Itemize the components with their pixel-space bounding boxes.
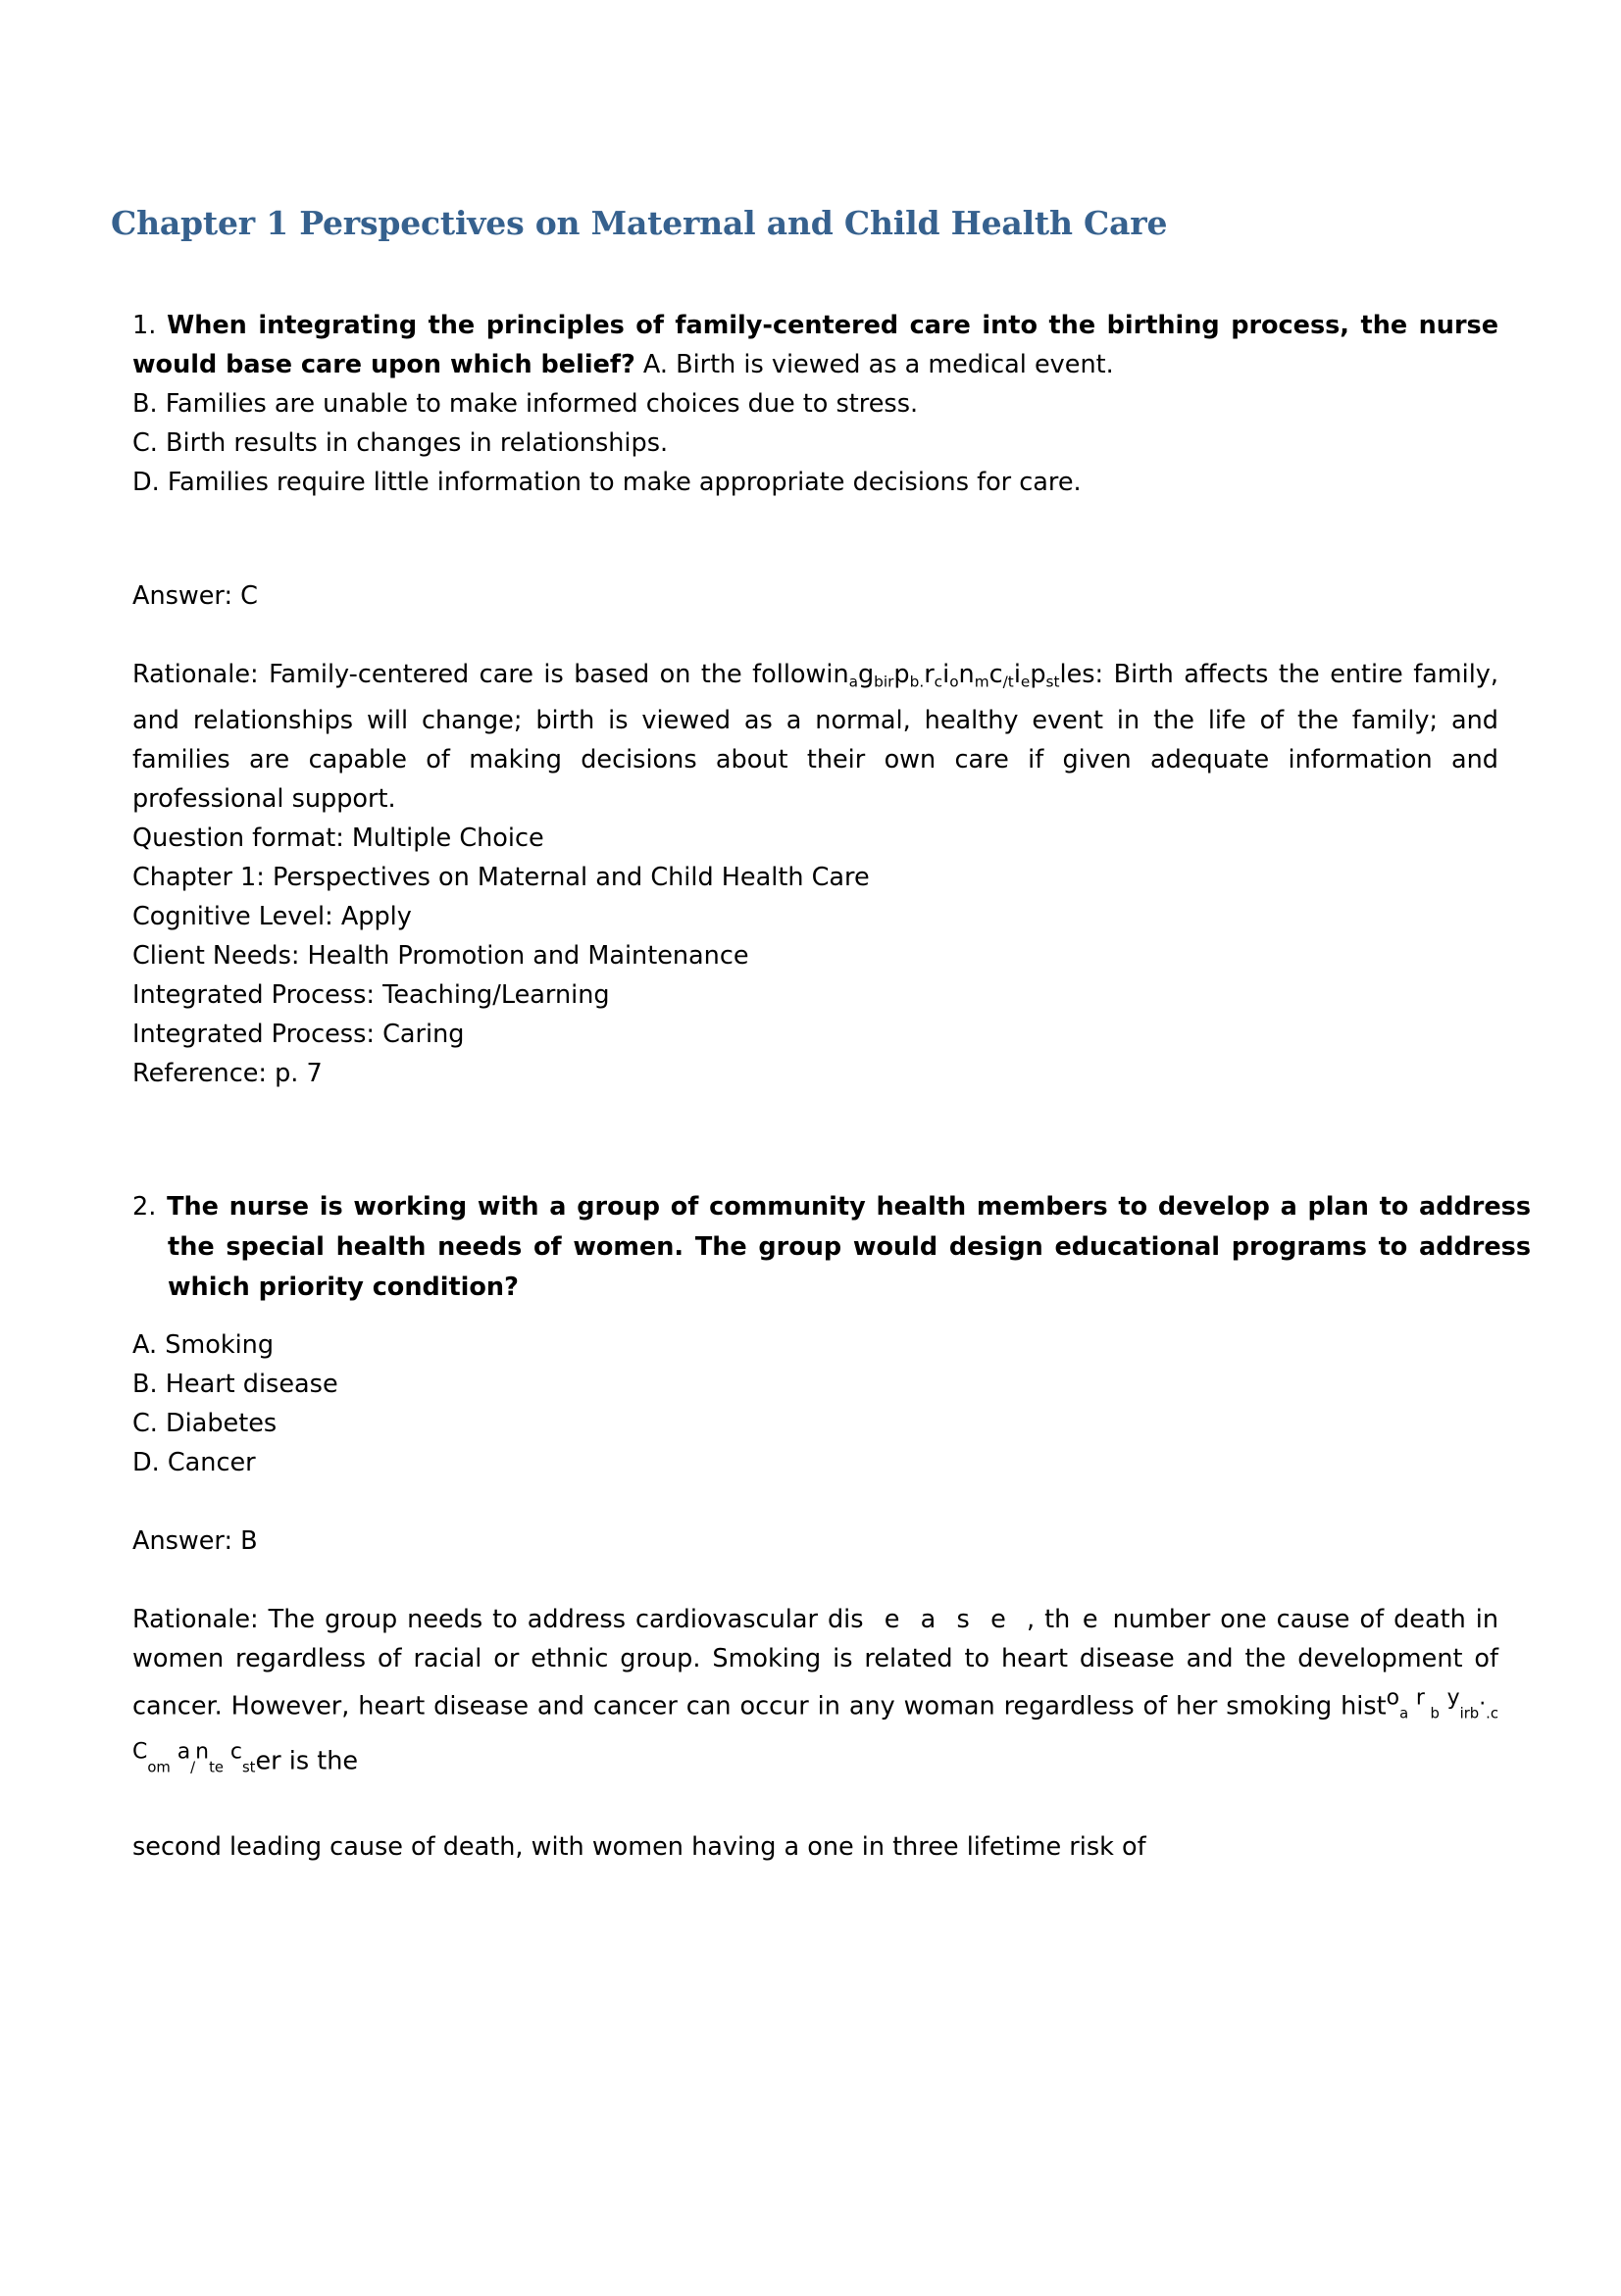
rationale-mid: , th	[1027, 1605, 1071, 1635]
question-1-number: 1.	[132, 310, 157, 340]
meta-reference: Reference: p. 7	[132, 1059, 323, 1089]
question-1-option-a: A. Birth is viewed as a medical event.	[642, 349, 1114, 379]
meta-question-format: Question format: Multiple Choice	[132, 824, 544, 854]
rationale-spaced-2: e	[1070, 1605, 1113, 1635]
question-2-option-b: B. Heart disease	[132, 1370, 338, 1400]
question-2-stem-text: The nurse is working with a group of community health members to develop a plan to address the special health needs of women. The group would design educational programs to address which priority condition?	[167, 1192, 1531, 1303]
question-1-stem	[132, 306, 1498, 384]
rationale-spaced-1: s e a s e	[850, 1605, 1027, 1635]
meta-chapter: Chapter 1: Perspectives on Maternal and Child Health Care	[132, 863, 870, 893]
spacer	[111, 1093, 1498, 1187]
watermark-artifact-1: agbirpb.rcionmc/tiepst	[848, 659, 1060, 691]
meta-integrated-process-teaching: Integrated Process: Teaching/Learning	[132, 980, 610, 1011]
question-1-option-d: D. Families require little information to make appropriate decisions for care.	[132, 467, 1082, 497]
question-2-option-d: D. Cancer	[132, 1448, 256, 1478]
meta-cognitive-level: Cognitive Level: Apply	[132, 902, 412, 932]
question-2-answer: Answer: B	[132, 1526, 258, 1557]
chapter-heading: Chapter 1 Perspectives on Maternal and Child Health Care	[111, 204, 1168, 242]
rationale-body: number one cause of death in women regardless of racial or ethnic group. Smoking is related to heart disease and the development of cancer. However, heart disease and cancer can occur in any woman regardless of her smoking hist	[132, 1605, 1499, 1722]
spacer	[132, 616, 1498, 655]
rationale-lead: Rationale: The group needs to address cardiovascular di	[132, 1605, 851, 1635]
question-2-stem	[132, 1187, 1531, 1308]
question-1-stem-text: When integrating the principles of family-centered care into the birthing process, the nurse would base care upon which belief?	[132, 310, 1499, 379]
page-content	[111, 204, 1531, 1867]
meta-integrated-process-caring: Integrated Process: Caring	[132, 1020, 465, 1050]
question-1-rationale	[132, 655, 1498, 820]
spacer	[132, 1482, 1498, 1522]
rationale-tail: er is the	[255, 1746, 359, 1776]
question-2-number: 2.	[132, 1192, 157, 1223]
question-2-option-c: C. Diabetes	[132, 1409, 278, 1439]
spacer	[132, 502, 1498, 576]
rationale-lead: Rationale: Family-centered care is based on the followin	[132, 659, 849, 689]
question-1-block	[132, 306, 1498, 1094]
spacer	[111, 1308, 1498, 1325]
question-1-option-b: B. Families are unable to make informed choices due to stress.	[132, 388, 919, 419]
watermark-artifact-2: oa r b yirb..c Com a/nte cst	[132, 1685, 1498, 1776]
question-1-answer: Answer: C	[132, 580, 258, 611]
question-2-rationale-last-line: second leading cause of death, with women having a one in three lifetime risk of	[132, 1831, 1146, 1862]
question-2-options	[132, 1325, 1498, 1867]
spacer	[132, 1788, 1498, 1827]
meta-client-needs: Client Needs: Health Promotion and Maintenance	[132, 941, 749, 972]
question-2-rationale	[132, 1600, 1498, 1788]
question-2-option-a: A. Smoking	[132, 1330, 275, 1361]
rationale-tail: les: Birth affects the entire family, and relationships will change; birth is viewed as a normal, healthy event in the life of the family; and families are capable of making decisions about their own care if given adequate information and professional support.	[132, 659, 1499, 815]
spacer	[132, 1561, 1498, 1600]
question-1-option-c: C. Birth results in changes in relationships.	[132, 427, 669, 458]
question-2-block	[111, 1187, 1531, 1867]
